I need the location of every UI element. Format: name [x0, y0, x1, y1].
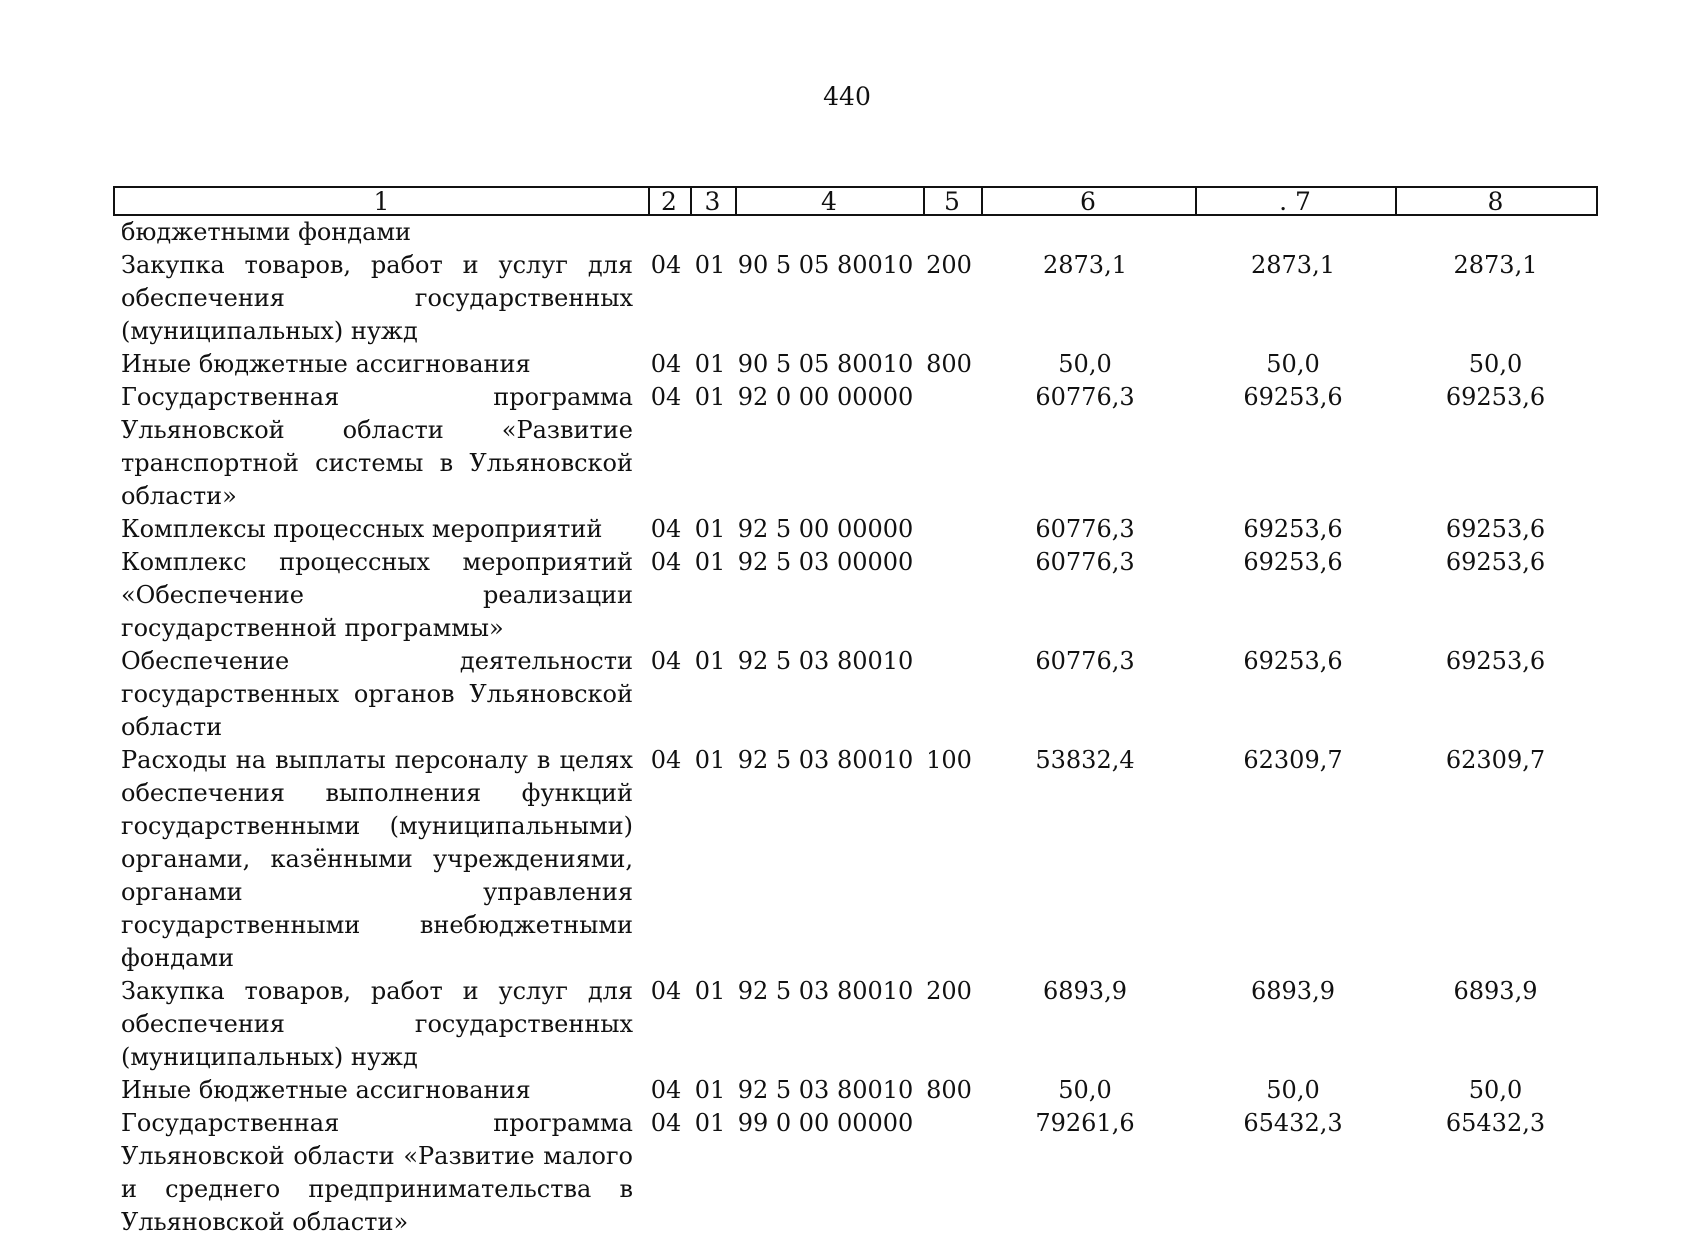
row-name: Закупка товаров, работ и услуг для обеспечения государственных (муниципальных) нужд: [121, 251, 633, 345]
row-name: Иные бюджетные ассигнования: [121, 350, 531, 378]
header-cell-3: 3: [704, 187, 721, 216]
row-value-6: 6893,9: [1043, 977, 1127, 1005]
header-cell-6: 6: [1080, 187, 1096, 216]
row-value-7: 69253,6: [1243, 647, 1343, 675]
row-value-6: 53832,4: [1035, 746, 1135, 774]
row-target-article: 92 5 03 80010: [737, 746, 914, 774]
row-name: Обеспечение деятельности государственных органов Ульяновской области: [121, 647, 633, 741]
row-subsection: 01: [694, 350, 726, 378]
row-value-8: 50,0: [1468, 1076, 1523, 1104]
row-name: Расходы на выплаты персоналу в целях обеспечения выполнения функций государственными (муниципальными) органами, казёнными учреждениями, органами управления государственными внебюджетными фондами: [121, 746, 633, 972]
row-value-6: 60776,3: [1035, 515, 1135, 543]
row-name: Государственная программа Ульяновской области «Развитие транспортной системы в Ульяновской области»: [121, 383, 633, 510]
row-target-article: 90 5 05 80010: [737, 350, 914, 378]
row-name: Закупка товаров, работ и услуг для обеспечения государственных (муниципальных) нужд: [121, 977, 633, 1071]
table-row: [113, 381, 1598, 513]
page-number: 440: [823, 82, 871, 111]
table-row: [113, 546, 1598, 645]
row-subsection: 01: [694, 746, 726, 774]
row-target-article: 99 0 00 00000: [737, 1109, 914, 1137]
row-value-8: 6893,9: [1453, 977, 1538, 1005]
row-value-6: 79261,6: [1035, 1109, 1135, 1137]
table-row: [113, 645, 1598, 744]
row-expense-type: 800: [926, 1076, 972, 1104]
row-value-8: 2873,1: [1453, 251, 1538, 279]
header-cell-2: 2: [661, 187, 677, 216]
table-row: [113, 1074, 1598, 1107]
row-subsection: 01: [694, 383, 726, 411]
row-value-7: 69253,6: [1243, 383, 1343, 411]
row-value-6: 60776,3: [1035, 383, 1135, 411]
row-subsection: 01: [694, 515, 726, 543]
row-expense-type: 200: [926, 977, 972, 1005]
row-value-8: 50,0: [1468, 350, 1523, 378]
row-value-7: 50,0: [1266, 1076, 1320, 1104]
row-section: 04: [650, 746, 682, 774]
row-value-6: 2873,1: [1043, 251, 1127, 279]
row-name: Комплекс процессных мероприятий «Обеспечение реализации государственной программы»: [121, 548, 633, 642]
row-subsection: 01: [694, 1076, 726, 1104]
row-target-article: 92 5 03 80010: [737, 647, 914, 675]
row-value-8: 69253,6: [1445, 647, 1546, 675]
row-name: Государственная программа Ульяновской области «Развитие малого и среднего предпринимательства в Ульяновской области»: [121, 1109, 633, 1236]
row-value-8: 69253,6: [1445, 548, 1546, 576]
header-cell-1: 1: [373, 187, 390, 216]
header-cell-8: 8: [1487, 187, 1504, 216]
row-value-7: 50,0: [1266, 350, 1320, 378]
row-value-6: 60776,3: [1035, 647, 1135, 675]
budget-table-body: [113, 216, 1598, 1239]
row-value-8: 69253,6: [1445, 515, 1546, 543]
row-value-8: 69253,6: [1445, 383, 1546, 411]
table-row: [113, 513, 1598, 546]
row-value-6: 50,0: [1058, 1076, 1112, 1104]
row-value-7: 69253,6: [1243, 515, 1343, 543]
table-row: [113, 975, 1598, 1074]
row-subsection: 01: [694, 977, 726, 1005]
row-target-article: 92 5 03 80010: [737, 977, 914, 1005]
row-subsection: 01: [694, 548, 726, 576]
table-row: [113, 249, 1598, 348]
row-section: 04: [650, 977, 682, 1005]
row-value-7: 65432,3: [1243, 1109, 1343, 1137]
row-subsection: 01: [694, 647, 726, 675]
row-section: 04: [650, 350, 682, 378]
row-subsection: 01: [694, 1109, 726, 1137]
header-cell-7: . 7: [1279, 187, 1311, 216]
row-section: 04: [650, 1076, 682, 1104]
row-section: 04: [650, 548, 682, 576]
row-target-article: 90 5 05 80010: [737, 251, 914, 279]
row-value-8: 62309,7: [1445, 746, 1546, 774]
table-row: [113, 744, 1598, 975]
row-name: бюджетными фондами: [121, 218, 412, 246]
header-cell-4: 4: [821, 187, 837, 216]
table-row: [113, 1107, 1598, 1239]
row-section: 04: [650, 647, 682, 675]
row-expense-type: 800: [926, 350, 972, 378]
row-name: Комплексы процессных мероприятий: [121, 515, 603, 543]
row-value-8: 65432,3: [1445, 1109, 1546, 1137]
row-section: 04: [650, 383, 682, 411]
row-expense-type: 200: [926, 251, 972, 279]
row-section: 04: [650, 1109, 682, 1137]
row-value-7: 2873,1: [1251, 251, 1335, 279]
row-value-7: 62309,7: [1243, 746, 1343, 774]
row-value-6: 50,0: [1058, 350, 1112, 378]
row-expense-type: 100: [926, 746, 972, 774]
header-cell-5: 5: [944, 187, 960, 216]
row-value-6: 60776,3: [1035, 548, 1135, 576]
row-target-article: 92 5 03 00000: [737, 548, 914, 576]
table-row: [113, 216, 1598, 249]
row-section: 04: [650, 515, 682, 543]
row-value-7: 69253,6: [1243, 548, 1343, 576]
row-subsection: 01: [694, 251, 726, 279]
row-target-article: 92 5 00 00000: [737, 515, 914, 543]
table-header-row: [113, 186, 1598, 216]
row-target-article: 92 5 03 80010: [737, 1076, 914, 1104]
row-name: Иные бюджетные ассигнования: [121, 1076, 531, 1104]
row-section: 04: [650, 251, 682, 279]
row-target-article: 92 0 00 00000: [737, 383, 914, 411]
table-row: [113, 348, 1598, 381]
row-value-7: 6893,9: [1251, 977, 1335, 1005]
